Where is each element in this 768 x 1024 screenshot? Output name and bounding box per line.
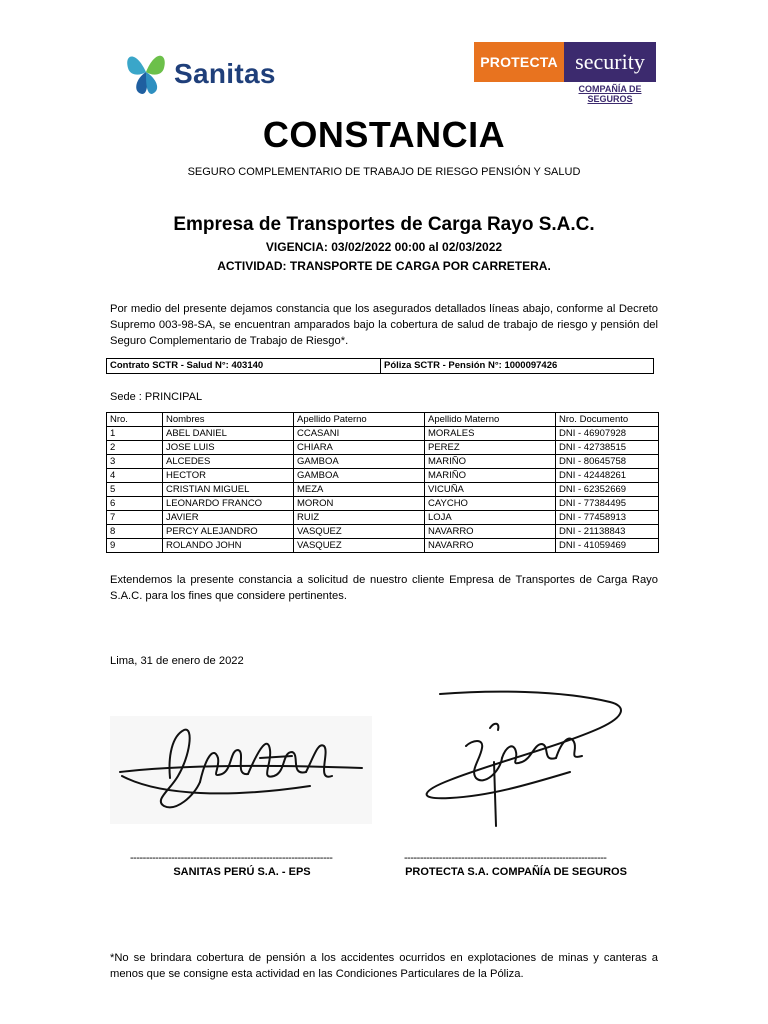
table-cell: 8 bbox=[107, 525, 163, 539]
table-cell: MARIÑO bbox=[425, 469, 556, 483]
intro-paragraph: Por medio del presente dejamos constancia que los asegurados detallados líneas abajo, conforme al Decreto Supremo 003-98-SA, se encuentran amparados bajo la cobertura de salud de trabajo de riesgo y pensión del Seguro Complementario de Trabajo de Riesgo*. bbox=[110, 303, 658, 347]
table-cell: 6 bbox=[107, 497, 163, 511]
column-header: Apellido Paterno bbox=[294, 413, 425, 427]
table-cell: CHIARA bbox=[294, 441, 425, 455]
table-row bbox=[107, 511, 659, 525]
protecta-wordmark: PROTECTA bbox=[474, 42, 564, 82]
table-cell: DNI - 41059469 bbox=[556, 539, 659, 553]
table-cell: CRISTIAN MIGUEL bbox=[163, 483, 294, 497]
column-header: Nro. Documento bbox=[556, 413, 659, 427]
closing-paragraph: Extendemos la presente constancia a solicitud de nuestro cliente Empresa de Transportes de Carga Rayo S.A.C. para los fines que considere pertinentes. bbox=[110, 574, 658, 602]
column-header: Nombres bbox=[163, 413, 294, 427]
table-cell: DNI - 46907928 bbox=[556, 427, 659, 441]
table-cell: NAVARRO bbox=[425, 525, 556, 539]
table-row bbox=[107, 427, 659, 441]
table-cell: CCASANI bbox=[294, 427, 425, 441]
table-row bbox=[107, 469, 659, 483]
table-cell: MORON bbox=[294, 497, 425, 511]
table-cell: PEREZ bbox=[425, 441, 556, 455]
headquarters-label: Sede : PRINCIPAL bbox=[110, 391, 203, 403]
table-header-row bbox=[107, 413, 659, 427]
table-cell: JOSE LUIS bbox=[163, 441, 294, 455]
column-header: Nro. bbox=[107, 413, 163, 427]
table-cell: 5 bbox=[107, 483, 163, 497]
place-and-date: Lima, 31 de enero de 2022 bbox=[110, 655, 244, 667]
table-cell: 1 bbox=[107, 427, 163, 441]
table-cell: HECTOR bbox=[163, 469, 294, 483]
sanitas-signature-image bbox=[110, 716, 372, 824]
pension-policy-number: Póliza SCTR - Pensión N°: 1000097426 bbox=[384, 360, 558, 371]
table-cell: 2 bbox=[107, 441, 163, 455]
table-cell: LOJA bbox=[425, 511, 556, 525]
table-cell: 4 bbox=[107, 469, 163, 483]
document-title: CONSTANCIA bbox=[262, 114, 506, 155]
table-cell: 7 bbox=[107, 511, 163, 525]
signer-sanitas: SANITAS PERÚ S.A. - EPS bbox=[173, 866, 311, 878]
table-cell: DNI - 42738515 bbox=[556, 441, 659, 455]
insured-table bbox=[106, 412, 659, 553]
company-name: Empresa de Transportes de Carga Rayo S.A.C. bbox=[173, 214, 595, 235]
table-row bbox=[107, 455, 659, 469]
health-contract-number: Contrato SCTR - Salud N°: 403140 bbox=[107, 359, 381, 373]
table-cell: MEZA bbox=[294, 483, 425, 497]
table-cell: DNI - 80645758 bbox=[556, 455, 659, 469]
validity-period: VIGENCIA: 03/02/2022 00:00 al 02/03/2022 bbox=[265, 240, 503, 254]
table-cell: CAYCHO bbox=[425, 497, 556, 511]
protecta-security-logo bbox=[474, 42, 656, 104]
table-row bbox=[107, 525, 659, 539]
table-row bbox=[107, 441, 659, 455]
table-cell: ABEL DANIEL bbox=[163, 427, 294, 441]
table-cell: DNI - 42448261 bbox=[556, 469, 659, 483]
sanitas-logo bbox=[122, 44, 292, 100]
sanitas-butterfly-icon bbox=[122, 44, 172, 100]
table-cell: DNI - 77458913 bbox=[556, 511, 659, 525]
table-cell: DNI - 62352669 bbox=[556, 483, 659, 497]
signature-line-left: ---------------------------------------------------------------- bbox=[130, 852, 333, 864]
footnote: *No se brindara cobertura de pensión a los accidentes ocurridos en explotaciones de minas y canteras a menos que se consigne esta actividad en las Condiciones Particulares de la Póliza. bbox=[110, 952, 658, 980]
table-cell: MARIÑO bbox=[425, 455, 556, 469]
policy-numbers-box bbox=[106, 358, 654, 374]
signer-protecta: PROTECTA S.A. COMPAÑÍA DE SEGUROS bbox=[405, 866, 627, 878]
table-cell: JAVIER bbox=[163, 511, 294, 525]
table-row bbox=[107, 497, 659, 511]
sanitas-wordmark: Sanitas bbox=[174, 58, 276, 89]
table-row bbox=[107, 539, 659, 553]
table-cell: MORALES bbox=[425, 427, 556, 441]
table-cell: VASQUEZ bbox=[294, 525, 425, 539]
protecta-tagline: COMPAÑÍA DE SEGUROS bbox=[578, 84, 642, 104]
table-cell: GAMBOA bbox=[294, 469, 425, 483]
table-cell: 3 bbox=[107, 455, 163, 469]
table-cell: NAVARRO bbox=[425, 539, 556, 553]
table-row bbox=[107, 483, 659, 497]
table-cell: ALCEDES bbox=[163, 455, 294, 469]
document-subtitle: SEGURO COMPLEMENTARIO DE TRABAJO DE RIESGO PENSIÓN Y SALUD bbox=[187, 166, 581, 178]
column-header: Apellido Materno bbox=[425, 413, 556, 427]
table-cell: DNI - 21138843 bbox=[556, 525, 659, 539]
activity: ACTIVIDAD: TRANSPORTE DE CARGA POR CARRETERA. bbox=[217, 259, 551, 273]
table-cell: 9 bbox=[107, 539, 163, 553]
table-cell: PERCY ALEJANDRO bbox=[163, 525, 294, 539]
table-cell: DNI - 77384495 bbox=[556, 497, 659, 511]
signature-line-right: ---------------------------------------------------------------- bbox=[404, 852, 607, 864]
table-cell: ROLANDO JOHN bbox=[163, 539, 294, 553]
table-cell: LEONARDO FRANCO bbox=[163, 497, 294, 511]
table-cell: VASQUEZ bbox=[294, 539, 425, 553]
security-wordmark: security bbox=[564, 42, 656, 82]
table-cell: GAMBOA bbox=[294, 455, 425, 469]
protecta-signature-image bbox=[410, 688, 630, 828]
table-cell: RUIZ bbox=[294, 511, 425, 525]
table-cell: VICUÑA bbox=[425, 483, 556, 497]
